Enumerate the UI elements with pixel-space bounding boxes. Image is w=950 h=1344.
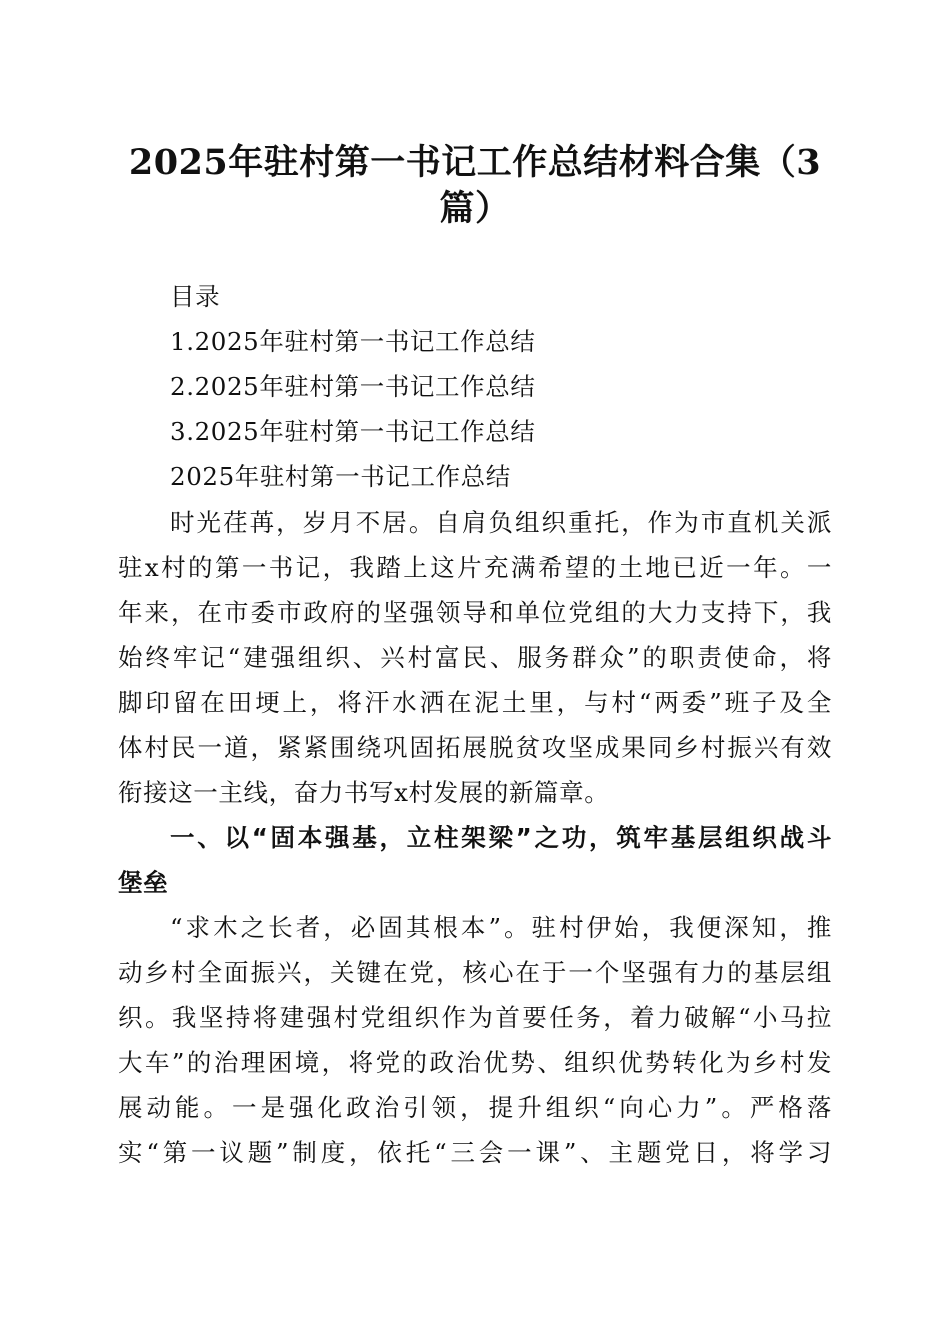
intro-line: 衔接这一主线，奋力书写x村发展的新篇章。 (118, 778, 610, 807)
document-title-line-1: 2025年驻村第一书记工作总结材料合集（3 (128, 142, 822, 183)
intro-line: 脚印留在田埂上，将汗水洒在泥土里，与村“两委”班子及全 (118, 688, 832, 717)
section-heading-line-2: 堡垒 (118, 868, 169, 897)
body-line: 实“第一议题”制度，依托“三会一课”、主题党日，将学习 (118, 1138, 832, 1167)
intro-line: 驻x村的第一书记，我踏上这片充满希望的土地已近一年。一 (118, 553, 832, 582)
intro-line: 时光荏苒，岁月不居。自肩负组织重托，作为市直机关派 (170, 508, 832, 537)
intro-line: 体村民一道，紧紧围绕巩固拓展脱贫攻坚成果同乡村振兴有效 (118, 733, 832, 762)
intro-line: 年来，在市委市政府的坚强领导和单位党组的大力支持下，我 (118, 598, 832, 627)
body-line: 织。我坚持将建强村党组织作为首要任务，着力破解“小马拉 (118, 1003, 832, 1032)
toc-item-2: 2.2025年驻村第一书记工作总结 (170, 372, 536, 401)
toc-label: 目录 (170, 282, 221, 311)
body-line: 大车”的治理困境，将党的政治优势、组织优势转化为乡村发 (118, 1048, 832, 1077)
intro-line: 始终牢记“建强组织、兴村富民、服务群众”的职责使命，将 (118, 643, 832, 672)
body-line: “求木之长者，必固其根本”。驻村伊始，我便深知，推 (170, 913, 832, 942)
document-title-line-2: 篇） (439, 188, 511, 229)
toc-item-1: 1.2025年驻村第一书记工作总结 (170, 327, 536, 356)
article-title: 2025年驻村第一书记工作总结 (170, 462, 511, 491)
section-heading-line-1: 一、以“固本强基，立柱架梁”之功，筑牢基层组织战斗 (170, 823, 832, 852)
toc-item-3: 3.2025年驻村第一书记工作总结 (170, 417, 536, 446)
body-line: 展动能。一是强化政治引领，提升组织“向心力”。严格落 (118, 1093, 832, 1122)
body-line: 动乡村全面振兴，关键在党，核心在于一个坚强有力的基层组 (118, 958, 832, 987)
